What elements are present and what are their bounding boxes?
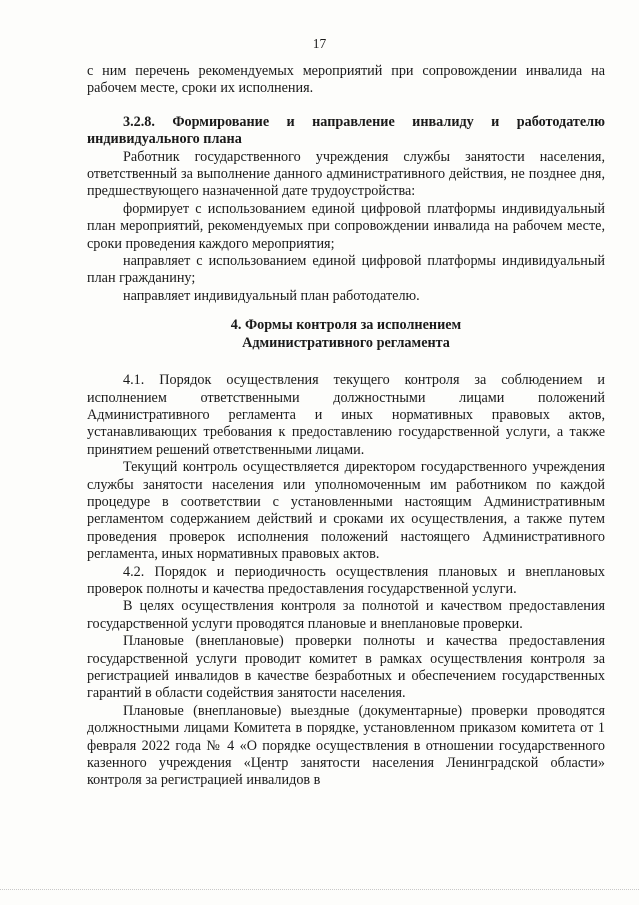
subsection-heading-3-2-8: 3.2.8. Формирование и направление инвалиду и работодателю индивидуального плана — [87, 113, 605, 148]
document-body — [87, 63, 605, 790]
paragraph-committee-inspections: Плановые (внеплановые) проверки полноты и качества предоставления государственной услуги проводит комитет в рамках осуществления контроля за регистрацией инвалидов в качестве безработных и обеспечением государственных гарантий в области содействия занятости населения. — [87, 633, 605, 702]
paragraph-4-1: 4.1. Порядок осуществления текущего контроля за соблюдением и исполнением ответственными должностными лицами положений Административного регламента и иных нормативных правовых актов, устанавливающих требования к предоставлению государственной услуги, а также принятием решений ответственными лицами. — [87, 372, 605, 458]
paragraph-forms-plan: формирует с использованием единой цифровой платформы индивидуальный план мероприятий, рекомендуемых при сопровождении инвалида на рабочем месте, сроки проведения каждого мероприятия; — [87, 200, 605, 252]
paragraph-sends-to-citizen: направляет с использованием единой цифровой платформы индивидуальный план гражданину; — [87, 253, 605, 287]
section-4-title-line2: Административного регламента — [242, 334, 450, 351]
page-number: 17 — [312, 36, 327, 51]
paragraph-sends-to-employer: направляет индивидуальный план работодателю. — [123, 287, 420, 304]
paragraph-current-control: Текущий контроль осуществляется директором государственного учреждения службы занятости населения или уполномоченным им работником по каждой процедуре в соответствии с установленными настоящим Административным регламентом содержанием действий и сроками их осуществления, а также путем проведения проверок исполнения положений настоящего Административного регламента, иных нормативных правовых актов. — [87, 459, 605, 563]
paragraph-field-inspections: Плановые (внеплановые) выездные (документарные) проверки проводятся должностными лицами Комитета в порядке, установленном приказом комитета от 1 февраля 2022 года № 4 «О порядке осуществления в отношении государственного казенного учреждения «Центр занятости населения Ленинградской области» контроля за регистрацией инвалидов в — [87, 702, 605, 789]
page-bottom-edge — [0, 889, 639, 891]
paragraph-employee-duties: Работник государственного учреждения службы занятости населения, ответственный за выполнение данного административного действия, не позднее дня, предшествующего назначенной дате трудоустройства: — [87, 148, 605, 200]
paragraph-inspection-purpose: В целях осуществления контроля за полнотой и качеством предоставления государственной услуги проводятся плановые и внеплановые проверки. — [87, 598, 605, 632]
section-4-title-line1: 4. Формы контроля за исполнением — [230, 317, 462, 334]
paragraph-continuation: с ним перечень рекомендуемых мероприятий при сопровождении инвалида на рабочем месте, сроки их исполнения. — [87, 63, 605, 97]
paragraph-4-2: 4.2. Порядок и периодичность осуществления плановых и внеплановых проверок полноты и качества предоставления государственной услуги. — [87, 563, 605, 597]
